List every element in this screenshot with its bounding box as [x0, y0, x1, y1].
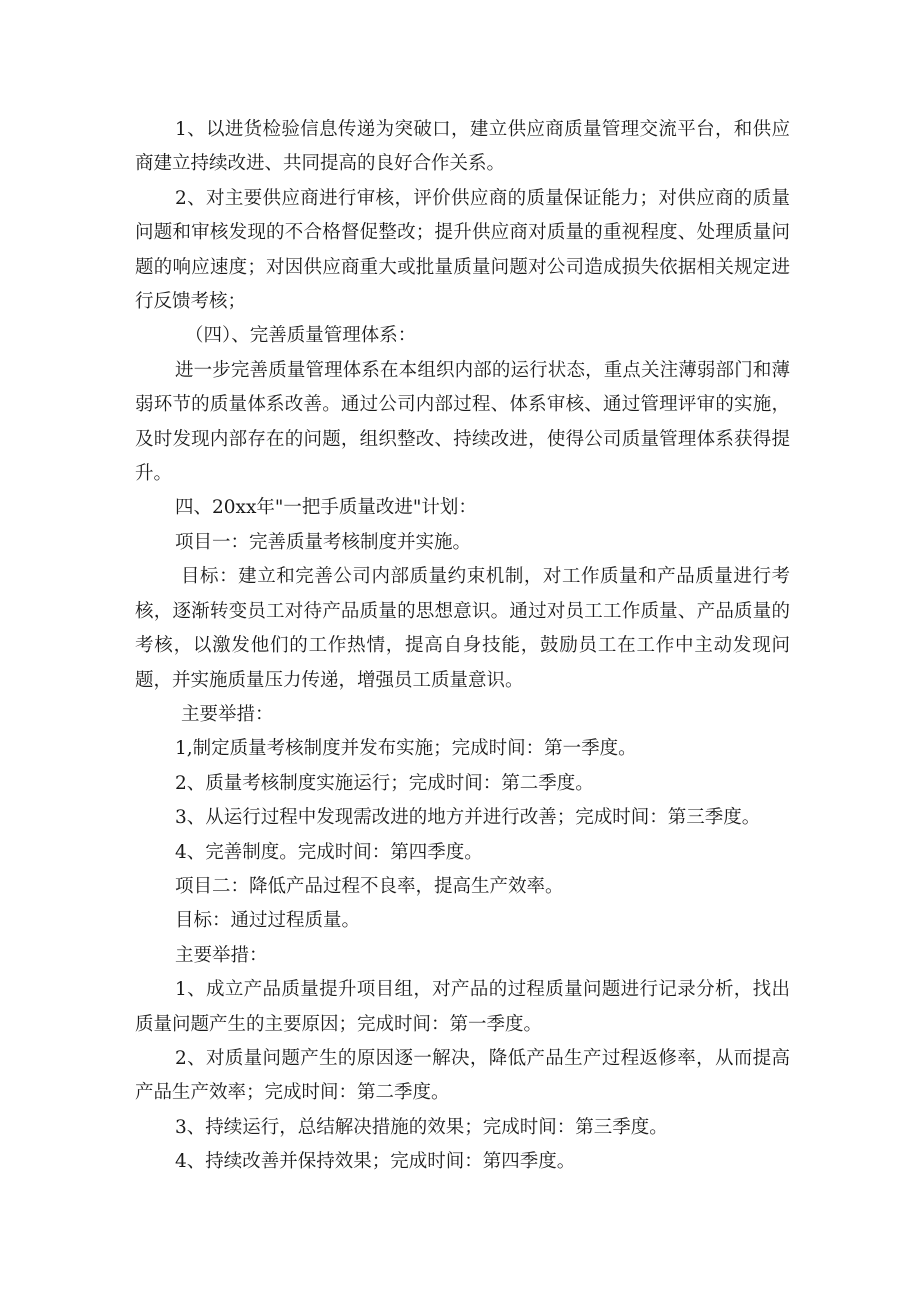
list-item: 2、对质量问题产生的原因逐一解决，降低产品生产过程返修率，从而提高产品生产效率；完成时间：第二季度。 [135, 1047, 790, 1104]
project-one-goal: 目标：建立和完善公司内部质量约束机制，对工作质量和产品质量进行考核，逐渐转变员工对待产品质量的思想意识。通过对员工工作质量、产品质量的考核，以激发他们的工作热情，提高自身技能，鼓励员工在工作中主动发现问题，并实施质量压力传递，增强员工质量意识。 [135, 566, 790, 691]
project-two-goal: 目标：通过过程质量。 [175, 910, 361, 932]
paragraph-quality-system: 进一步完善质量管理体系在本组织内部的运行状态，重点关注薄弱部门和薄弱环节的质量体系改善。通过公司内部过程、体系审核、通过管理评审的实施，及时发现内部存在的问题，组织整改、持续改进，使得公司质量管理体系获得提升。 [135, 359, 790, 485]
list-item: 1、成立产品质量提升项目组，对产品的过程质量问题进行记录分析，找出质量问题产生的主要原因；完成时间：第一季度。 [135, 979, 790, 1035]
list-item: 2、质量考核制度实施运行；完成时间：第二季度。 [175, 772, 594, 794]
list-item: 3、从运行过程中发现需改进的地方并进行改善；完成时间：第三季度。 [175, 807, 761, 829]
paragraph-supplier-audit: 2、对主要供应商进行审核，评价供应商的质量保证能力；对供应商的质量问题和审核发现的不合格督促整改；提升供应商对质量的重视程度、处理质量问题的响应速度；对因供应商重大或批量质量问题对公司造成损失依据相关规定进行反馈考核； [135, 187, 790, 313]
project-one-measures-heading: 主要举措： [181, 703, 274, 725]
section-heading-quality-system: （四）、完善质量管理体系： [185, 325, 417, 347]
list-item: 4、完善制度。完成时间：第四季度。 [175, 841, 483, 863]
project-one-title: 项目一：完善质量考核制度并实施。 [175, 531, 472, 553]
list-item: 4、持续改善并保持效果；完成时间：第四季度。 [175, 1151, 576, 1173]
project-two-measures-heading: 主要举措： [175, 944, 268, 966]
list-item: 3、持续运行，总结解决措施的效果；完成时间：第三季度。 [175, 1116, 668, 1138]
section-heading-improvement-plan: 四、20xx年"一把手质量改进"计划： [175, 497, 477, 519]
paragraph-supplier-platform: 1、以进货检验信息传递为突破口，建立供应商质量管理交流平台，和供应商建立持续改进、共同提高的良好合作关系。 [135, 119, 790, 175]
document-body [135, 113, 790, 1180]
project-two-title: 项目二：降低产品过程不良率，提高生产效率。 [175, 875, 564, 897]
list-item: 1,制定质量考核制度并发布实施；完成时间：第一季度。 [175, 738, 637, 760]
